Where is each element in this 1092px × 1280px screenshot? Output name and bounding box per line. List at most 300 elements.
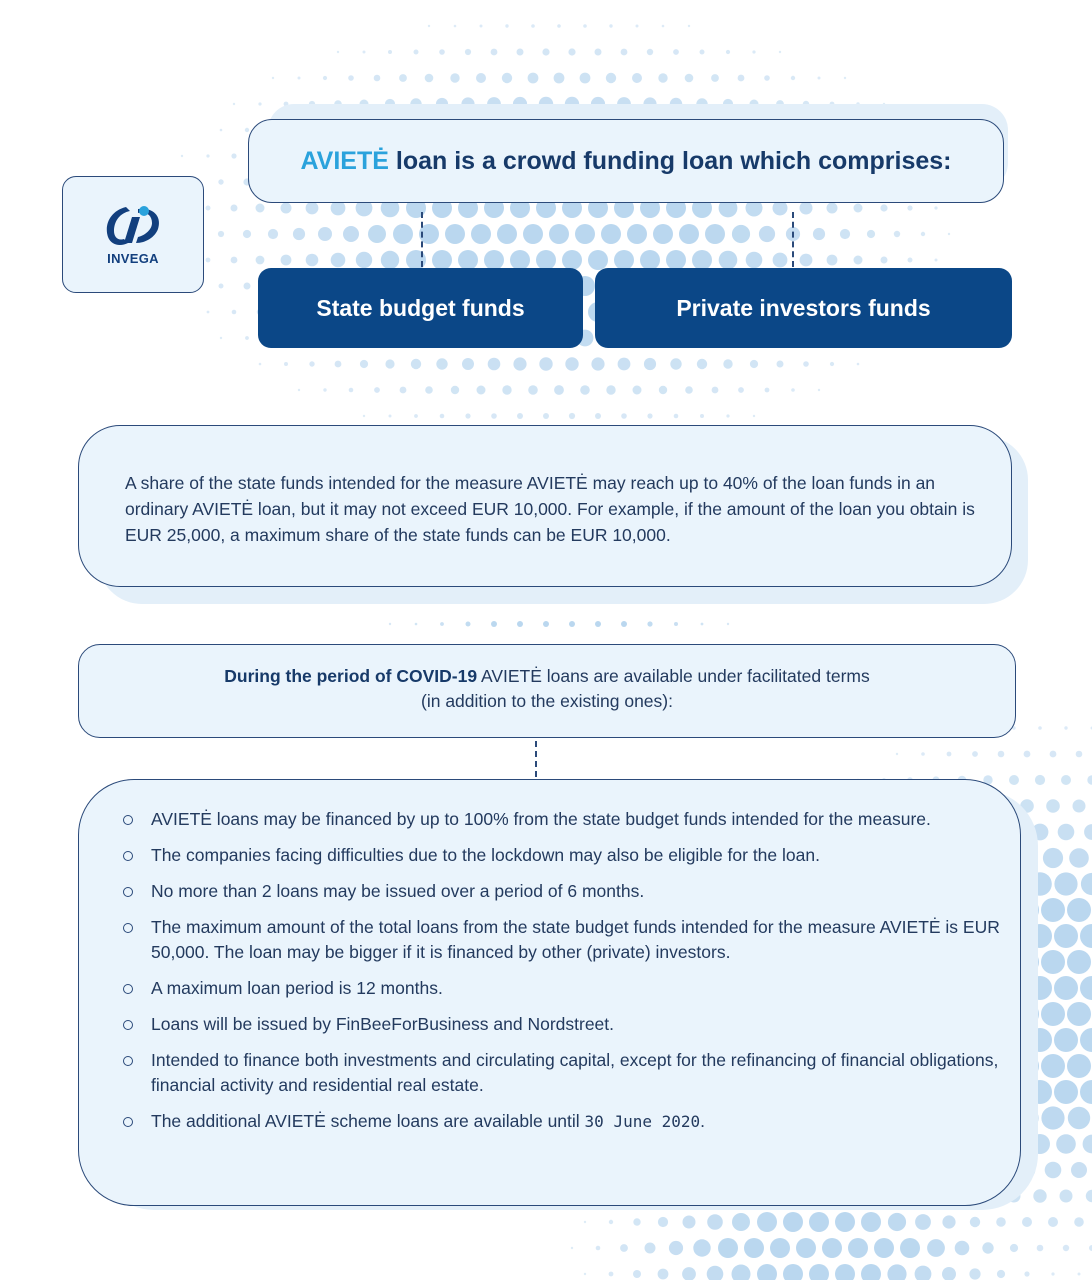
background-dot — [588, 250, 608, 270]
background-dot — [554, 385, 564, 395]
background-dot — [1073, 800, 1086, 813]
background-dot — [915, 1266, 932, 1280]
background-dot — [861, 1212, 881, 1232]
background-dot — [927, 1239, 945, 1257]
background-dot — [683, 1216, 696, 1229]
background-dot — [746, 252, 763, 269]
background-dot — [218, 179, 223, 184]
connector-center — [535, 741, 537, 777]
background-dot — [451, 386, 459, 394]
background-dot — [445, 224, 465, 244]
background-dot — [645, 1243, 656, 1254]
background-dot — [620, 1244, 628, 1252]
background-dot — [1058, 824, 1075, 841]
background-dot — [220, 337, 222, 339]
background-dot — [711, 74, 719, 82]
background-dot — [1054, 924, 1078, 948]
background-dot — [783, 1212, 803, 1232]
background-dot — [259, 363, 262, 366]
background-dot — [1054, 1028, 1078, 1052]
background-dot — [732, 1213, 750, 1231]
background-dot — [670, 358, 681, 369]
background-dot — [972, 751, 978, 757]
background-dot — [658, 73, 667, 82]
background-dot — [861, 1264, 881, 1280]
background-dot — [633, 1270, 641, 1278]
background-dot — [827, 203, 838, 214]
background-dot — [738, 387, 744, 393]
background-dot — [539, 357, 552, 370]
background-dot — [1022, 1217, 1032, 1227]
background-dot — [800, 202, 813, 215]
background-dot — [674, 622, 678, 626]
background-dot — [854, 256, 863, 265]
background-dot — [640, 250, 660, 270]
deadline-date: 30 June 2020 — [584, 1112, 701, 1131]
background-dot — [1038, 726, 1042, 730]
background-dot — [982, 1242, 993, 1253]
background-dot — [732, 225, 750, 243]
background-dot — [381, 251, 399, 269]
background-dot — [476, 73, 486, 83]
background-dot — [621, 621, 627, 627]
background-dot — [779, 51, 781, 53]
background-dot — [1080, 924, 1092, 948]
last-item-suffix: . — [700, 1111, 706, 1131]
background-dot — [323, 388, 326, 391]
background-dot — [232, 310, 237, 315]
background-dot — [363, 51, 366, 54]
background-dot — [765, 388, 770, 393]
background-dot — [759, 226, 775, 242]
background-dot — [374, 387, 380, 393]
background-dot — [693, 1239, 710, 1256]
background-dot — [595, 621, 601, 627]
last-item-prefix: The additional AVIETĖ scheme loans are available until — [151, 1111, 585, 1131]
background-dot — [583, 24, 587, 28]
background-dot — [439, 49, 445, 55]
background-dot — [1054, 976, 1078, 1000]
background-dot — [685, 74, 694, 83]
title-rest: loan is a crowd funding loan which comprises: — [388, 146, 952, 175]
background-dot — [800, 254, 813, 267]
covid-line1: AVIETĖ loans are available under facilitated terms — [477, 666, 870, 686]
background-dot — [894, 231, 900, 237]
background-dot — [942, 1215, 955, 1228]
background-dot — [835, 1264, 855, 1280]
background-dot — [701, 623, 704, 626]
background-dot — [627, 224, 647, 244]
list-item: No more than 2 loans may be issued over a period of 6 months. — [121, 879, 1002, 904]
background-dot — [454, 25, 457, 28]
list-item: AVIETĖ loans may be financed by up to 100% from the state budget funds intended for the measure. — [121, 807, 1002, 832]
background-dot — [505, 24, 508, 27]
background-dot — [335, 361, 342, 368]
background-dot — [440, 414, 445, 419]
background-dot — [440, 622, 444, 626]
background-dot — [575, 224, 595, 244]
background-dot — [658, 1217, 668, 1227]
background-dot — [659, 386, 667, 394]
private-investors-funds-label: Private investors funds — [676, 294, 931, 321]
background-dot — [632, 73, 642, 83]
background-dot — [947, 752, 952, 757]
background-dot — [497, 224, 517, 244]
background-dot — [744, 1238, 764, 1258]
background-dot — [206, 206, 211, 211]
background-dot — [517, 49, 524, 56]
background-dot — [360, 360, 368, 368]
background-dot — [707, 1214, 723, 1230]
covid-line2: (in addition to the existing ones): — [421, 691, 673, 711]
background-dot — [536, 250, 556, 270]
background-dot — [1009, 775, 1019, 785]
background-dot — [887, 1264, 906, 1280]
background-dot — [1043, 848, 1063, 868]
background-dot — [682, 1267, 696, 1280]
background-dot — [1087, 775, 1092, 784]
background-dot — [867, 230, 875, 238]
background-dot — [718, 1238, 738, 1258]
background-dot — [818, 77, 821, 80]
background-dot — [331, 253, 346, 268]
background-dot — [1024, 751, 1031, 758]
background-dot — [888, 1213, 906, 1231]
background-dot — [796, 1238, 816, 1258]
background-dot — [621, 413, 627, 419]
state-budget-funds-box — [258, 268, 583, 348]
background-dot — [1051, 1272, 1054, 1275]
background-dot — [601, 224, 621, 244]
background-dot — [1046, 799, 1060, 813]
background-dot — [488, 358, 501, 371]
background-dot — [666, 250, 686, 270]
background-dot — [549, 224, 569, 244]
background-dot — [1041, 1054, 1065, 1078]
background-dot — [502, 385, 511, 394]
background-dot — [700, 414, 704, 418]
background-dot — [679, 224, 699, 244]
background-dot — [491, 621, 497, 627]
background-dot — [562, 250, 582, 270]
background-dot — [1010, 1244, 1018, 1252]
background-dot — [803, 361, 809, 367]
background-dot — [569, 621, 575, 627]
background-dot — [491, 413, 497, 419]
covid-heading: During the period of COVID-19 — [224, 666, 478, 686]
background-dot — [181, 155, 183, 157]
background-dot — [323, 76, 327, 80]
background-dot — [647, 621, 652, 626]
background-dot — [955, 1241, 970, 1256]
background-dot — [513, 357, 526, 370]
background-dot — [1080, 1080, 1092, 1104]
background-dot — [818, 389, 820, 391]
background-dot — [568, 48, 575, 55]
background-dot — [1050, 751, 1057, 758]
background-dot — [414, 50, 419, 55]
background-dot — [723, 359, 732, 368]
background-dot — [268, 229, 278, 239]
background-dot — [298, 389, 300, 391]
background-dot — [411, 359, 421, 369]
background-dot — [349, 388, 354, 393]
background-dot — [415, 623, 418, 626]
background-dot — [848, 1238, 868, 1258]
state-funds-info-box — [78, 425, 1012, 587]
background-dot — [921, 752, 925, 756]
background-dot — [1067, 950, 1091, 974]
background-dot — [707, 1266, 724, 1280]
list-item: A maximum loan period is 12 months. — [121, 976, 1002, 1001]
background-dot — [1061, 775, 1071, 785]
background-dot — [1074, 1217, 1084, 1227]
background-dot — [580, 73, 591, 84]
background-dot — [1076, 751, 1083, 758]
background-dot — [921, 232, 925, 236]
background-dot — [510, 250, 530, 270]
background-dot — [726, 50, 730, 54]
background-dot — [813, 228, 825, 240]
background-dot — [727, 623, 729, 625]
background-dot — [458, 250, 478, 270]
background-dot — [1041, 1106, 1064, 1129]
background-dot — [425, 386, 433, 394]
background-dot — [636, 25, 639, 28]
background-dot — [1024, 1271, 1029, 1276]
background-dot — [881, 257, 888, 264]
background-dot — [908, 258, 913, 263]
background-dot — [621, 49, 628, 56]
background-dot — [791, 388, 795, 392]
background-dot — [915, 1214, 931, 1230]
background-dot — [1083, 1135, 1092, 1154]
background-dot — [580, 385, 590, 395]
background-dot — [258, 102, 261, 105]
background-dot — [688, 25, 690, 27]
background-dot — [543, 621, 549, 627]
background-dot — [523, 224, 543, 244]
private-investors-funds-box — [595, 268, 1012, 348]
background-dot — [1081, 873, 1092, 895]
background-dot — [1060, 1190, 1073, 1203]
background-dot — [669, 1241, 683, 1255]
title-heading — [300, 147, 951, 176]
background-dot — [777, 361, 784, 368]
terms-list — [121, 807, 1002, 1134]
background-dot — [245, 336, 249, 340]
background-dot — [773, 253, 788, 268]
title-accent: AVIETĖ — [300, 146, 389, 175]
background-dot — [491, 49, 498, 56]
background-dot — [428, 25, 430, 27]
background-dot — [220, 129, 223, 132]
background-dot — [705, 224, 725, 244]
invega-logo — [62, 176, 204, 293]
background-dot — [942, 1267, 956, 1280]
background-dot — [309, 361, 314, 366]
background-dot — [306, 254, 319, 267]
background-dot — [318, 227, 332, 241]
background-dot — [719, 251, 738, 270]
background-dot — [389, 623, 391, 625]
background-dot — [606, 73, 616, 83]
background-dot — [517, 413, 523, 419]
background-dot — [948, 233, 950, 235]
background-dot — [348, 75, 354, 81]
background-dot — [337, 51, 339, 53]
background-dot — [609, 1272, 614, 1277]
background-dot — [658, 1269, 669, 1280]
background-dot — [685, 386, 693, 394]
background-dot — [1067, 1002, 1091, 1026]
background-dot — [970, 1217, 980, 1227]
background-dot — [998, 751, 1005, 758]
background-dot — [606, 385, 615, 394]
background-dot — [1067, 898, 1091, 922]
background-dot — [231, 205, 238, 212]
background-dot — [595, 413, 601, 419]
background-dot — [584, 1221, 586, 1223]
background-dot — [750, 360, 758, 368]
background-dot — [343, 226, 359, 242]
logo-text: INVEGA — [107, 251, 159, 266]
background-dot — [1086, 1190, 1092, 1202]
background-dot — [618, 358, 631, 371]
background-dot — [809, 1212, 829, 1232]
background-dot — [542, 48, 549, 55]
background-dot — [1056, 1134, 1076, 1154]
background-dot — [674, 414, 679, 419]
background-dot — [466, 622, 471, 627]
background-dot — [673, 49, 679, 55]
background-dot — [1071, 1162, 1087, 1178]
background-dot — [356, 252, 372, 268]
background-dot — [1069, 848, 1089, 868]
background-dot — [1067, 1054, 1091, 1078]
background-dot — [245, 128, 249, 132]
background-dot — [368, 225, 386, 243]
background-dot — [218, 231, 224, 237]
background-dot — [207, 311, 210, 314]
background-dot — [896, 753, 898, 755]
background-dot — [591, 357, 604, 370]
background-dot — [907, 205, 912, 210]
background-dot — [436, 358, 447, 369]
background-dot — [712, 387, 719, 394]
background-dot — [835, 1212, 855, 1232]
background-dot — [554, 73, 565, 84]
background-dot — [281, 203, 292, 214]
background-dot — [306, 202, 319, 215]
background-dot — [399, 74, 407, 82]
background-dot — [1064, 726, 1067, 729]
background-dot — [1048, 1217, 1058, 1227]
background-dot — [517, 621, 523, 627]
background-dot — [480, 25, 483, 28]
background-dot — [732, 1265, 751, 1280]
background-dot — [738, 75, 745, 82]
background-dot — [471, 224, 491, 244]
background-dot — [840, 229, 850, 239]
background-dot — [900, 1238, 920, 1258]
background-dot — [880, 204, 887, 211]
background-dot — [753, 415, 755, 417]
background-dot — [609, 24, 612, 27]
background-dot — [465, 49, 471, 55]
background-dot — [425, 74, 434, 83]
background-dot — [609, 1220, 613, 1224]
list-item: Loans will be issued by FinBeeForBusiness and Nordstreet. — [121, 1012, 1002, 1037]
background-dot — [571, 1247, 573, 1249]
background-dot — [393, 224, 413, 244]
background-dot — [844, 77, 846, 79]
background-dot — [400, 387, 407, 394]
background-dot — [231, 153, 236, 158]
background-dot — [809, 1264, 829, 1280]
background-dot — [543, 413, 549, 419]
background-dot — [874, 1238, 894, 1258]
background-dot — [385, 359, 394, 368]
background-dot — [1033, 1189, 1046, 1202]
invega-logo-icon — [102, 203, 164, 249]
background-dot — [565, 357, 578, 370]
background-dot — [757, 1212, 777, 1232]
background-dot — [830, 362, 834, 366]
background-dot — [462, 358, 474, 370]
background-dot — [256, 256, 265, 265]
background-dot — [243, 230, 251, 238]
background-dot — [1080, 976, 1092, 1000]
background-dot — [822, 1238, 842, 1258]
background-dot — [219, 284, 224, 289]
background-dot — [1080, 1028, 1092, 1052]
background-dot — [477, 386, 486, 395]
background-dot — [569, 413, 575, 419]
background-dot — [1041, 950, 1065, 974]
background-dot — [614, 250, 634, 270]
background-dot — [531, 24, 535, 28]
background-dot — [484, 250, 504, 270]
background-dot — [284, 362, 288, 366]
background-dot — [595, 49, 602, 56]
background-dot — [1037, 1245, 1044, 1252]
background-dot — [854, 204, 863, 213]
background-dot — [764, 75, 770, 81]
background-dot — [783, 1264, 803, 1280]
background-dot — [528, 73, 539, 84]
background-dot — [414, 414, 418, 418]
background-dot — [406, 250, 426, 270]
background-dot — [256, 204, 265, 213]
background-dot — [997, 1270, 1005, 1278]
background-dot — [465, 413, 470, 418]
background-dot — [697, 359, 707, 369]
background-dot — [1054, 872, 1077, 895]
background-dot — [1035, 775, 1045, 785]
background-dot — [206, 154, 209, 157]
background-dot — [653, 224, 673, 244]
title-box — [248, 119, 1004, 203]
background-dot — [692, 250, 712, 270]
background-dot — [502, 73, 512, 83]
background-dot — [827, 255, 838, 266]
background-dot — [206, 258, 211, 263]
background-dot — [969, 1268, 980, 1279]
background-dot — [298, 77, 301, 80]
background-dot — [528, 385, 538, 395]
background-dot — [231, 257, 238, 264]
